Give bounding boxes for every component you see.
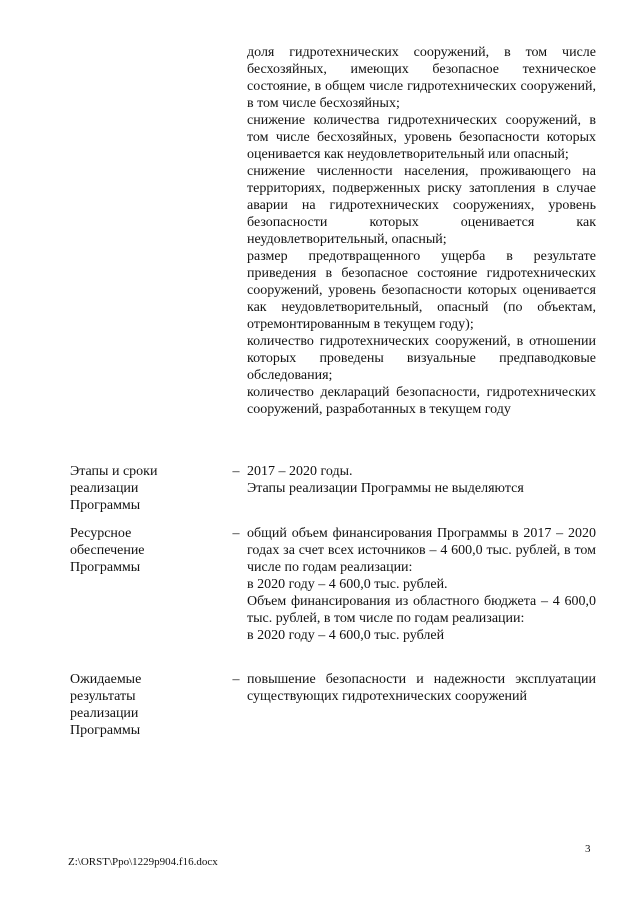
- indicators-list: [247, 44, 596, 418]
- results-dash: –: [232, 672, 240, 687]
- indicator-item: доля гидротехнических сооружений, в том числе бесхозяйных, имеющих безопасное техническое состояние, в общем числе гидротехнических сооружений, в том числе бесхозяйных;: [247, 45, 596, 111]
- results-content: повышение безопасности и надежности эксплуатации существующих гидротехнических сооружений: [247, 672, 596, 704]
- indicator-item: количество гидротехнических сооружений, в отношении которых проведены визуальные предпаводковые обследования;: [247, 334, 596, 383]
- indicator-item: снижение количества гидротехнических сооружений, в том числе бесхозяйных, уровень безопасности которых оценивается как неудовлетворительный или опасный;: [247, 113, 596, 162]
- stages-dash: –: [232, 464, 240, 479]
- stages-content: 2017 – 2020 годы. Этапы реализации Программы не выделяются: [247, 464, 524, 496]
- indicator-item: размер предотвращенного ущерба в результате приведения в безопасное состояние гидротехнических сооружений, уровень безопасности которых оценивается как неудовлетворительный, опасный (по объектам, отремонтированным в текущем году);: [247, 249, 596, 332]
- indicator-item: количество деклараций безопасности, гидротехнических сооружений, разработанных в текущем году: [247, 385, 596, 417]
- resources-content: общий объем финансирования Программы в 2017 – 2020 годах за счет всех источников – 4 600,0 тыс. рублей, в том числе по годам реализации: в 2020 году – 4 600,0 тыс. рублей. Объем финансирования из областного бюджета – 4 600,0 тыс. рублей, в том числе по годам реализации: в 2020 году – 4 600,0 тыс. рублей: [247, 526, 596, 643]
- page-number: 3: [585, 843, 591, 855]
- resources-dash: –: [232, 526, 240, 541]
- results-label: Ожидаемые результаты реализации Программы: [70, 672, 142, 738]
- footer-file-path: Z:\ORST\Ppo\1229p904.f16.docx: [68, 856, 218, 868]
- resources-label: Ресурсное обеспечение Программы: [70, 526, 145, 575]
- stages-label: Этапы и сроки реализации Программы: [70, 464, 158, 513]
- indicator-item: снижение численности населения, проживающего на территориях, подверженных риску затопления в случае аварии на гидротехнических сооружениях, уровень безопасности которых оценивается как неудовлетворительный, опасный;: [247, 164, 596, 247]
